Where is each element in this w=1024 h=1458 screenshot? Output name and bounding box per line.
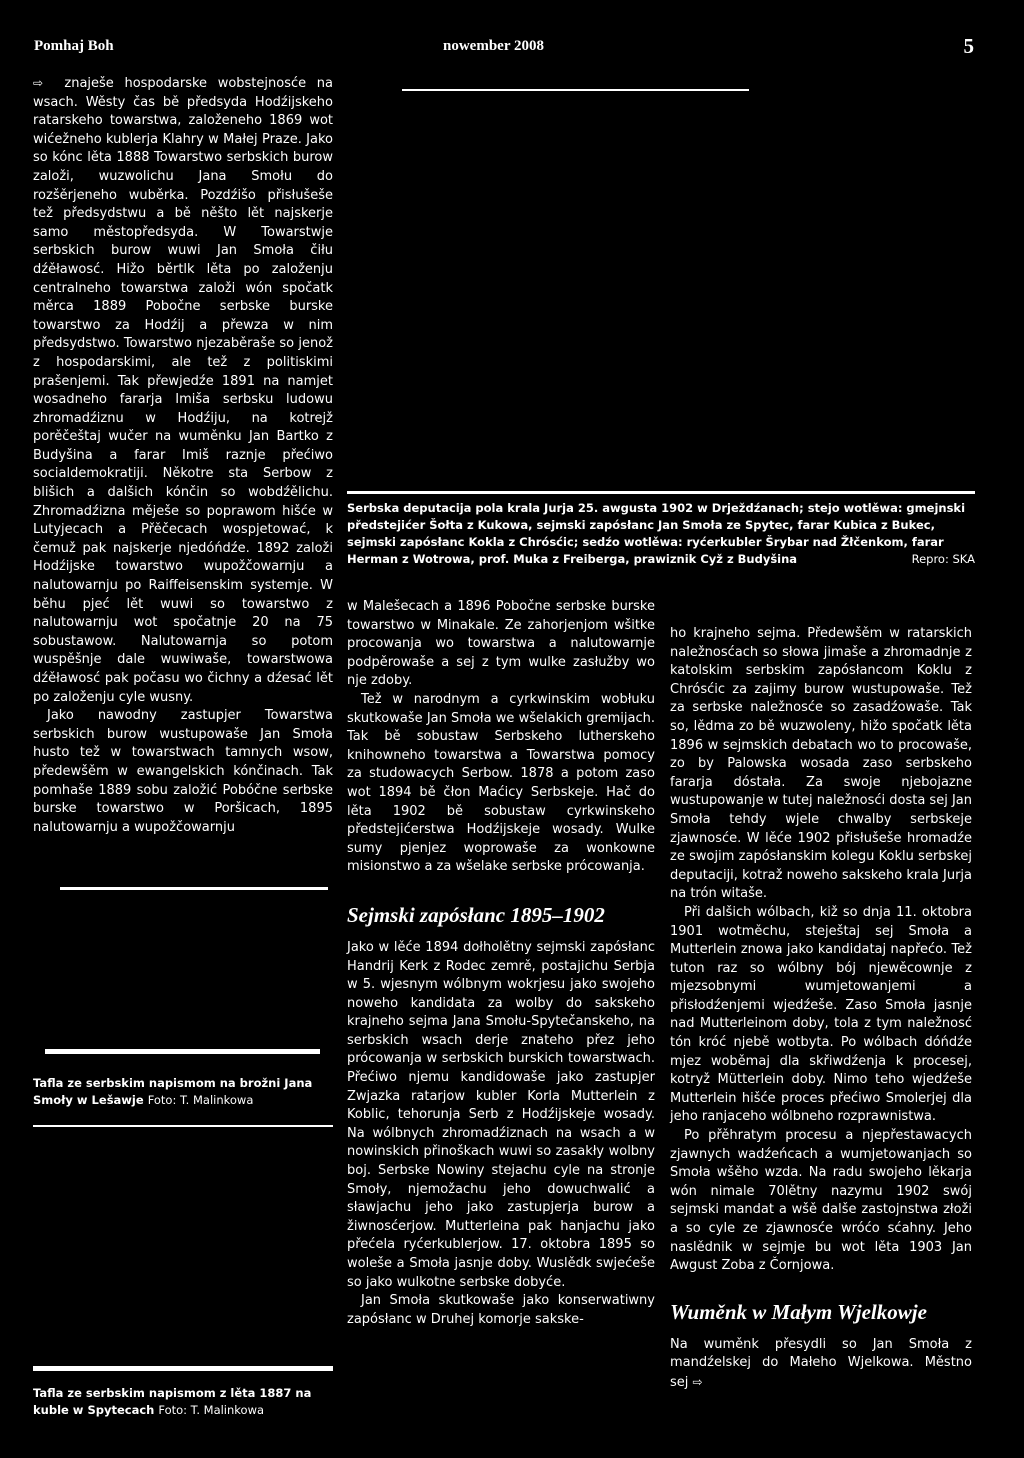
col3-paragraph-1: ho krajneho sejma. Předewšěm w ratarskich naležnosćach so słowa jimaše a zhromadnje z katolskim serbskim zapósłancom Koklu z Chrósćic za zajimy burow wustupowaše. Tež za serbske naležnosće so zasadźowaše. Tak so, lědma zo bě wuzwoleny, hižo spočatk lěta 1896 w sejmskich debatach wo to procowaše, zo by Palowska wosada zaso serbskeho fararja dóstała. Za swoje njebojazne wustupowanje w tutej naležnosći dosta sej Jan Smoła tehdy wjele chwalby serbskeje zjawnosće. W lěće 1902 přisłušeše hromadźe ze swojim zapósłanskim kolegu Koklu serbskej deputaciji, kotraž noweho sakskeho krala Jurja na trón witaše. xyxy=(670,626,972,902)
col2-paragraph-2: Tež w narodnym a cyrkwinskim wobłuku skutkowaše Jan Smoła we wšelakich gremijach. Tak bě sobustaw Serbskeho lutherskeho knihowneho towarstwa a Towarstwa pomocy za studowacych Serbow. 1878 a potom zaso wot 1894 bě čłon Maćicy Serbskeje. Hač do lěta 1902 bě sobustaw cyrkwinskeho předstejićerstwa Hodźijskeje wosady. Wulke sumy pjenjez woprowaše za wonkowne misionstwo a za wšelake serbske prócowanja. xyxy=(347,691,655,875)
col3-paragraph-3: Po přěhratym procesu a njepřestawacych zjawnych wadźeńcach a wumjetowanjach so Smoła wšěho wzda. Na radu swojeho lěkarja wón nimale 70lětny nazymu 1902 swój sejmski mandat a wšě dalše zastojnstwa złoži a so cyle ze zjawnosće wróćo sćahny. Jeho naslědnik w sejmje bu wot lěta 1903 Jan Awgust Zoba z Čornjowa. xyxy=(670,1128,972,1274)
photo2-credit: Foto: T. Malinkowa xyxy=(158,1403,265,1417)
main-photo xyxy=(347,95,975,487)
main-photo-top-rule xyxy=(402,89,749,91)
photo2-bottom-rule xyxy=(33,1366,333,1371)
photo1-caption-rule xyxy=(33,1125,333,1127)
col1-paragraph-1-text: znaješe hospodarske wobstejnosće na wsach. Wěsty čas bě předsyda Hodźijskeho ratarskeho towarstwa, založeneho 1869 wot wićežneho kublerja Klahry w Małej Praze. Jako so kónc lěta 1888 Towarstwo serbskich burow založi, wuzwolichu Jana Smołu do rozšěrjeneho wuběrka. Pozdźišo přisłušeše tež předsydstwu a bě něšto lět najskerje samo městopředsyda. W Towarstwje serbskich burow wuwi Jan Smoła čiłu dźěławosć. Hižo běrtlk lěta po založenju centralneho towarstwa založi wón spočatk měrca 1889 Pobočne serbske burske towarstwo za Hodźij a přewza w nim předsydstwo. Towarstwo njezaběraše so jenož z hospodarskimi, ale tež z politiskimi prašenjemi. Tak přewjedźe 1891 na namjet wosadneho fararja Imiša serbsku ludowu zhromadźiznu w Hodźiju, na kotrejž porěčeštaj wučer na wuměnku Jan Bartko z Budyšina a farar Imiš raznje přećiwo socialdemokratiji. Někotre sta Serbow z blišich a dalšich kónčin so wobdźělichu. Zhromadźizna měješe so poprawom hišće w Lutyjecach a Přěčecach wospjetować, k čemuž pak najskerje njedóńdźe. 1892 založi Hodźijske towarstwo wupožčowarnju a nalutowarnju po Raiffeisenskim systemje. W běhu pjeć lět wuwi so towarstwo z nalutowarnju wot spočatnje 20 na 75 sobustawow. Nalutowarnja so potom wuspěšnje dale wuwiwaše, towarstwowa dźěławosć pak počasu wo čichny a dźesać lět po založenju cyle wusny. xyxy=(33,76,333,705)
photo1-credit: Foto: T. Malinkowa xyxy=(147,1093,254,1107)
publication-title: Pomhaj Boh xyxy=(34,38,114,54)
col2-paragraph-3: Jako w lěće 1894 dołholětny sejmski zapósłanc Handrij Kerk z Rodec zemrě, postajichu Serbja w 5. wjesnym wólbnym wokrjesu jako swojeho noweho kandidata za wolby do sakskeho krajneho sejma Jana Smołu-Spytečanskeho, na serbskich wsach derje znateho přez jeho prócowanja w serbskich burskich towarstwach. Přećiwo njemu kandidowaše jako zastupjer Zwjazka ratarjow kubler Korla Mutterlein z Koblic, tehorunja Serb z Hodźijskeje wosady. Na wólbnych zhromadźiznach na wsach a w nowinskich přinoškach wuwi so zasakły wolbny boj. Serbske Nowiny stejachu cyle na stronje Smoły, njemožachu jeho dowuchwalić a sławjachu jeho jako zastupjerja burow a žiwnosćerjow. Mutterleina pak hanjachu jako přećela ryćerkublerjow. 17. oktobra 1895 so woleše a Smoła jasnje doby. Wuslědk swjećeše so jako wulkotne serbske dobyće. xyxy=(347,939,655,1290)
continued-arrow-icon: ⇨ xyxy=(692,1374,703,1389)
main-photo-caption-text: Serbska deputacija pola krala Jurja 25. awgusta 1902 w Drježdźanach; stejo wotlěwa: gmejnski předstejićer Šołta z Kukowa, sejmski zapósłanc Jan Smoła ze Spytec, farar Kubica z Bukec, sejmski zapósłanc Kokla z Chrósćic; sedźo wotlěwa: ryćerkubler Šrybar nad Žłčenkom, farar Herman z Wotrowa, prof. Muka z Freiberga, prawiznik Cyž z Budyšina xyxy=(347,501,966,566)
column-2 xyxy=(347,598,655,1329)
main-photo-caption xyxy=(347,500,975,568)
section-heading-wumenk: Wuměnk w Małym Wjelkowje xyxy=(670,1299,927,1324)
photo1-caption xyxy=(33,1075,333,1109)
issue-date: nowember 2008 xyxy=(443,38,544,54)
main-photo-bottom-rule xyxy=(347,491,975,494)
continued-arrow-icon: ⇨ xyxy=(33,76,44,90)
photo1-top-rule xyxy=(60,887,328,890)
photo1-caption-text: Tafla ze serbskim napismom na brožni Jana Smoły w Lešawje xyxy=(33,1076,313,1107)
col3-paragraph-4-text: Na wuměnk přesydli so Jan Smoła z mandźelskej do Małeho Wjelkowa. Městno sej xyxy=(670,1336,972,1390)
col2-paragraph-1: w Malešecach a 1896 Pobočne serbske burske towarstwo w Minakale. Ze zahorjenjom wšitke procowanja wo towarstwa a nalutowarnje podpěrowaše a sej z tym wulke zasłužby wo nje zdoby. xyxy=(347,599,655,689)
col2-paragraph-4: Jan Smoła skutkowaše jako konserwatiwny zapósłanc w Druhej komorje sakske- xyxy=(347,1293,655,1327)
photo2-caption-text: Tafla ze serbskim napismom z lěta 1887 na kuble w Spytecach xyxy=(33,1386,312,1417)
section-heading-sejmski-zaposlanc: Sejmski zapósłanc 1895–1902 xyxy=(347,902,605,927)
photo2 xyxy=(33,1130,333,1362)
column-1 xyxy=(33,74,333,837)
col3-paragraph-4 xyxy=(670,1336,972,1393)
photo1-bottom-rule xyxy=(45,1049,320,1054)
col1-paragraph-1 xyxy=(33,74,333,707)
col1-paragraph-2: Jako nawodny zastupjer Towarstwa serbskich burow wustupowaše Jan Smoła husto tež w towarstwach tamnych wsow, předewšěm w ewangelskich kónčinach. Tak pomhaše 1889 sobu založić Pobóčne serbske burske towarstwo w Poršicach, 1895 nalutowarnju a wupožčowarnju xyxy=(33,708,333,835)
column-3 xyxy=(670,625,972,1393)
col3-paragraph-2: Při dalšich wólbach, kiž so dnja 11. oktobra 1901 wotměchu, steještaj sej Smoła a Mutterlein znowa jako kandidataj napřećo. Tež tuton raz so wólbny bój njewěcownje z mjezsobnymi wumjetowanjemi a přisłodźenjemi wjedźeše. Zaso Smoła jasnje nad Mutterleinom doby, tola z tym naležnosć tón króć njebě wotbyta. Po wólbach dóńdźe mjez woběmaj dla skřiwdźenja k procesej, kotryž Mütterlein doby. Nimo teho wjedźeše Mutterlein hišće proces přećiwo Smolerjej dla jeho ranjaceho wólbneho rozprawnistwa. xyxy=(670,904,972,1125)
page-number: 5 xyxy=(963,34,974,58)
photo1 xyxy=(33,892,333,1042)
photo2-caption xyxy=(33,1385,333,1419)
main-photo-credit: Repro: SKA xyxy=(911,552,975,566)
